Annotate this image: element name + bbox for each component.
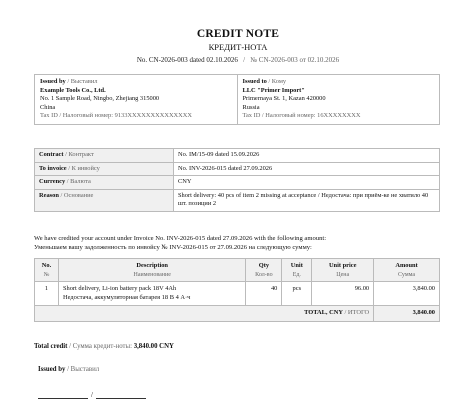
total-credit-label-ru: / Сумма кредит-ноты: (67, 343, 134, 350)
issuer-tax-id: Tax ID / Налоговый номер: 9133XXXXXXXXXXXXXX (40, 112, 193, 120)
credited-statement (34, 234, 326, 252)
info-key: Reason / Основание (35, 189, 174, 211)
totals-row (35, 306, 440, 322)
totals-label: TOTAL, CNY / ИТОГО (35, 306, 374, 322)
item-description: Short delivery, Li-ion battery pack 18V 4Ah Недостача, аккумуляторная батарея 18 В 4 А·ч (58, 282, 245, 306)
issuer-country: China (40, 103, 56, 111)
recipient-label-ru: / Кому (266, 78, 287, 85)
document-title: CREDIT NOTE (196, 28, 280, 40)
document-number-en: No. CN-2026-003 dated 02.10.2026 (136, 56, 238, 64)
col-price-header: Unit price Цена (312, 259, 374, 282)
item-amount: 3,840.00 (374, 282, 440, 306)
items-table (34, 258, 440, 322)
totals-amount: 3,840.00 (374, 306, 440, 322)
info-row-reason (35, 189, 440, 211)
info-row-contract (35, 149, 440, 163)
contract-info-table (34, 148, 440, 212)
item-unit: pcs (282, 282, 312, 306)
info-row-invoice (35, 162, 440, 176)
issuer-label-ru: / Выставил (65, 78, 98, 85)
parties-table (34, 74, 440, 125)
issuer-address: No. 1 Sample Road, Ningbo, Zhejiang 315000 (40, 95, 160, 103)
total-credit-label: Total credit (34, 343, 68, 350)
info-row-currency (35, 176, 440, 190)
credited-statement-ru: Уменьшаем вашу задолженность по инвойсу № INV-2026-015 от 27.09.2026 на следующую сумму: (34, 244, 312, 251)
recipient-country: Russia (242, 103, 260, 111)
info-value: No. INV-2026-015 dated 27.09.2026 (174, 162, 440, 176)
info-key: To invoice / К инвойсу (35, 162, 174, 176)
credited-statement-en: We have credited your account under Invoice No. INV-2026-015 dated 27.09.2026 with the following amount: (34, 235, 327, 242)
col-qty-header: Qty Кол-во (246, 259, 282, 282)
signature-separator: / (91, 392, 93, 399)
recipient-name: LLC "Primer Import" (242, 86, 305, 94)
total-credit-value: 3,840.00 CNY (133, 343, 174, 350)
col-no-header: No. № (35, 259, 59, 282)
issued-by-line (38, 366, 99, 373)
document-title-ru: КРЕДИТ-НОТА (208, 42, 268, 52)
recipient-label: Issued to (242, 78, 267, 85)
info-key: Currency / Валюта (35, 176, 174, 190)
items-header-row (35, 259, 440, 282)
col-amount-header: Amount Сумма (374, 259, 440, 282)
signature-blank-left (38, 393, 88, 399)
document-number-line (0, 56, 476, 64)
recipient-address: Primernaya St. 1, Kazan 420000 (242, 95, 326, 103)
item-price: 96.00 (312, 282, 374, 306)
col-unit-header: Unit Ед. (282, 259, 312, 282)
issued-by-label: Issued by (38, 366, 66, 373)
table-row (35, 282, 440, 306)
info-key: Contract / Контракт (35, 149, 174, 163)
issued-by-label-ru: / Выставил (65, 366, 100, 373)
recipient-tax-id: Tax ID / Налоговый номер: 16XXXXXXXX (242, 112, 361, 120)
issuer-name: Example Tools Co., Ltd. (40, 86, 106, 94)
issuer-label: Issued by (40, 78, 66, 85)
signature-blank-right (96, 393, 146, 399)
info-value: CNY (174, 176, 440, 190)
document-number-separator: / (243, 56, 246, 64)
document-number-ru: № CN-2026-003 от 02.10.2026 (250, 56, 340, 64)
col-description-header: Description Наименование (58, 259, 245, 282)
info-value: Short delivery: 40 pcs of item 2 missing at acceptance / Недостача: при приём-ке не хватило 40 шт. позиции 2 (174, 189, 440, 211)
item-no: 1 (35, 282, 59, 306)
item-qty: 40 (246, 282, 282, 306)
recipient-cell (237, 75, 440, 125)
signature-line (38, 392, 146, 399)
issuer-cell (35, 75, 238, 125)
info-value: No. IM/15-09 dated 15.09.2026 (174, 149, 440, 163)
total-credit-line (34, 343, 174, 350)
